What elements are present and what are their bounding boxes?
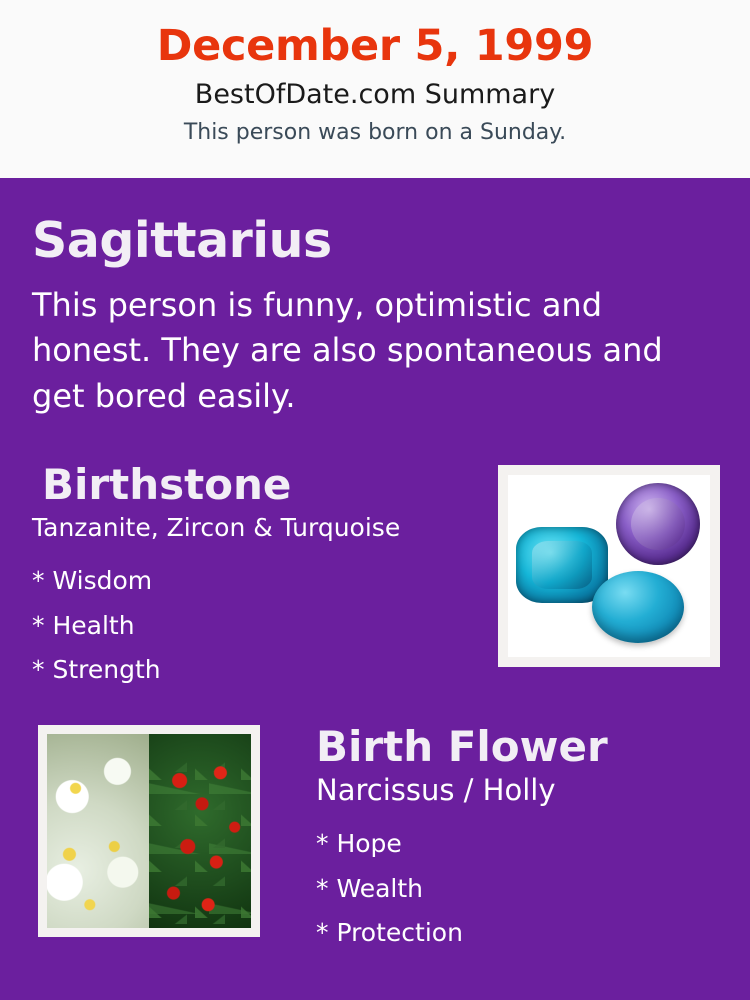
main-content (0, 186, 750, 963)
birthstone-title: Birthstone (42, 460, 292, 510)
page-title-date: December 5, 1999 (156, 21, 594, 71)
site-summary-label: BestOfDate.com Summary (194, 79, 556, 111)
header-divider (0, 178, 750, 186)
birth-flower-title: Birth Flower (316, 721, 608, 771)
list-item: * Health (32, 610, 135, 640)
narcissus-flower-photo (47, 734, 149, 928)
holly-berries-photo (149, 734, 251, 928)
birthstone-names: Tanzanite, Zircon & Turquoise (32, 513, 401, 543)
birthstone-text-block (32, 461, 472, 693)
list-item: * Strength (32, 655, 161, 685)
birth-flower-traits-list (282, 822, 720, 956)
list-item: * Protection (316, 918, 463, 947)
birthstone-section (32, 461, 720, 693)
birth-flower-text-block (282, 723, 720, 956)
birth-flower-names: Narcissus / Holly (316, 773, 556, 808)
birth-flower-section (32, 723, 720, 963)
turquoise-cabochon-gem-icon (592, 571, 684, 643)
zodiac-description: This person is funny, optimistic and honest. They are also spontaneous and get bored easily. (32, 285, 663, 415)
list-item: * Hope (316, 829, 402, 858)
zodiac-sign-title: Sagittarius (32, 212, 332, 269)
tanzanite-cushion-gem-icon (516, 527, 608, 603)
birth-flower-image-inner (47, 734, 251, 928)
list-item: * Wealth (316, 873, 423, 903)
birthstone-image-inner (508, 475, 710, 657)
birthstone-image (498, 465, 720, 667)
header (0, 0, 750, 178)
birthstone-traits-list (32, 559, 472, 693)
born-day-note: This person was born on a Sunday. (183, 119, 567, 145)
birth-flower-image (38, 725, 260, 937)
zircon-round-gem-icon (616, 483, 700, 565)
list-item: * Wisdom (32, 566, 153, 596)
